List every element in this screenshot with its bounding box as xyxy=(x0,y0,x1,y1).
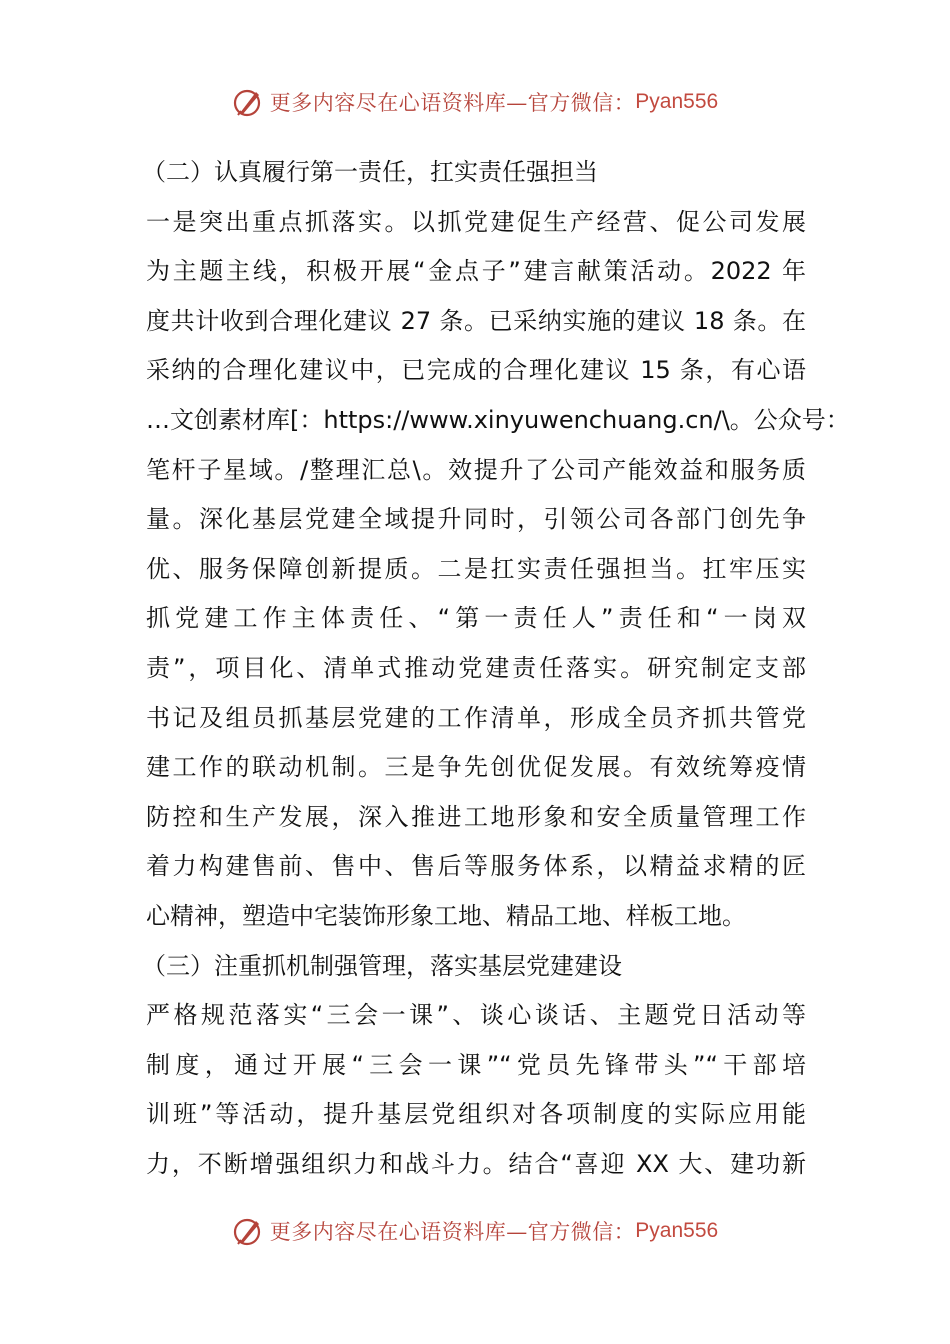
paragraph-line: 为主题主线，积极开展“金点子”建言献策活动。2022 年 xyxy=(146,257,806,286)
watermark-text: 更多内容尽在心语资料库—官方微信： xyxy=(269,1220,636,1244)
paragraph-line: 笔杆子星域。/整理汇总\。效提升了公司产能效益和服务质 xyxy=(146,455,806,484)
paragraph-line: 采纳的合理化建议中，已完成的合理化建议 15 条，有心语 xyxy=(146,356,806,385)
watermark-banner-top xyxy=(0,82,950,122)
paragraph-line: 力，不断增强组织力和战斗力。结合“喜迎 XX 大、建功新 xyxy=(146,1149,806,1178)
paragraph-line: 防控和生产发展，深入推进工地形象和安全质量管理工作 xyxy=(146,802,806,831)
paragraph-line: 责”，项目化、清单式推动党建责任落实。研究制定支部 xyxy=(146,653,806,682)
paragraph-line: 优、服务保障创新提质。二是扛实责任强担当。扛牢压实 xyxy=(146,554,806,583)
paragraph-line: 一是突出重点抓落实。以抓党建促生产经营、促公司发展 xyxy=(146,207,806,236)
paragraph-line: 建工作的联动机制。三是争先创优促发展。有效统筹疫情 xyxy=(146,753,806,782)
paragraph-line: 严格规范落实“三会一课”、谈心谈话、主题党日活动等 xyxy=(146,1001,806,1030)
section-heading: （二）认真履行第一责任，扛实责任强担当 xyxy=(142,158,598,186)
section-heading: （三）注重抓机制强管理，落实基层党建建设 xyxy=(142,951,622,980)
quill-pen-logo-icon xyxy=(232,86,264,118)
paragraph-line: 训班”等活动，提升基层党组织对各项制度的实际应用能 xyxy=(146,1100,806,1129)
watermark-banner-bottom xyxy=(0,1211,950,1251)
watermark-text: 更多内容尽在心语资料库—官方微信： xyxy=(269,91,636,115)
paragraph-line: 制度，通过开展“三会一课”“党员先锋带头”“干部培 xyxy=(146,1050,806,1079)
paragraph-line: …文创素材库[：https://www.xinyuwenchuang.cn/\。公众号： xyxy=(146,405,850,434)
paragraph-line: 度共计收到合理化建议 27 条。已采纳实施的建议 18 条。在 xyxy=(146,306,806,335)
paragraph-line: 书记及组员抓基层党建的工作清单，形成全员齐抓共管党 xyxy=(146,703,806,732)
quill-pen-logo-icon xyxy=(232,1215,264,1247)
paragraph-line: 量。深化基层党建全域提升同时，引领公司各部门创先争 xyxy=(146,505,806,534)
wechat-id: Pyan556 xyxy=(635,90,719,113)
paragraph-line: 抓党建工作主体责任、“第一责任人”责任和“一岗双 xyxy=(146,604,806,633)
paragraph-line: 心精神，塑造中宅装饰形象工地、精品工地、样板工地。 xyxy=(146,901,746,930)
wechat-id: Pyan556 xyxy=(635,1219,719,1242)
document-body xyxy=(142,148,850,1189)
paragraph-line: 着力构建售前、售中、售后等服务体系，以精益求精的匠 xyxy=(146,852,806,881)
